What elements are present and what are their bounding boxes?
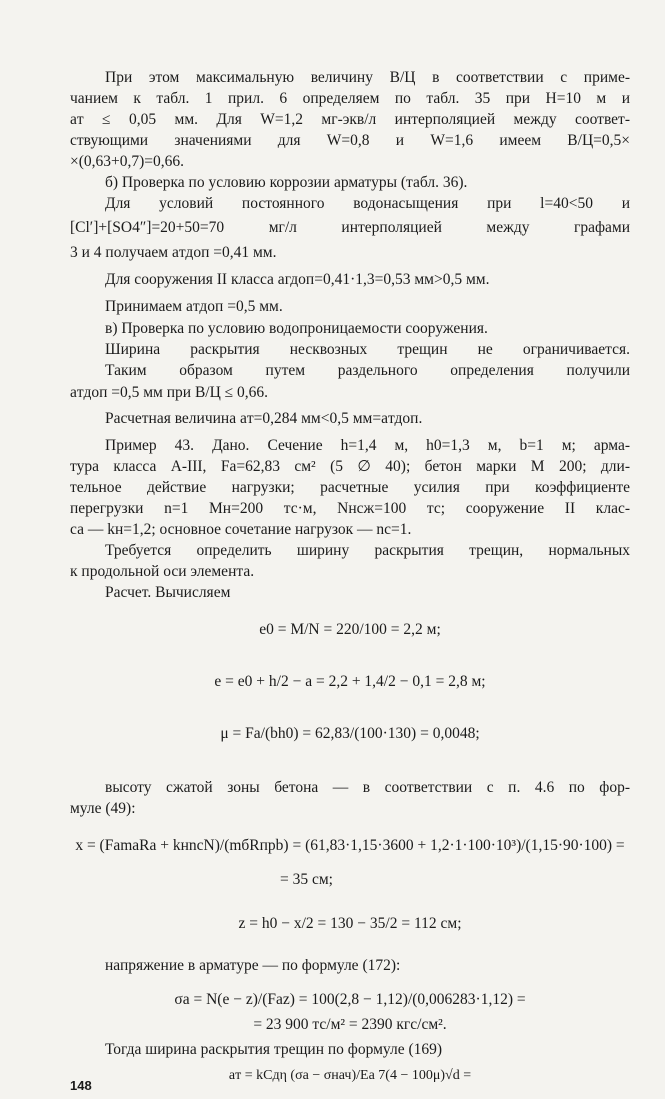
text-line: чанием к табл. 1 прил. 6 определяем по табл. 35 при Н=10 м и — [70, 90, 630, 107]
text-line: Таким образом путем раздельного определения получили — [105, 362, 630, 379]
text-line: Расчет. Вычисляем — [105, 584, 231, 601]
page-number: 148 — [70, 1078, 92, 1093]
equation: aт = kCдη (σa − σнач)/Ea 7(4 − 100μ)√d = — [228, 1068, 472, 1083]
text-line: ×(0,63+0,7)=0,66. — [70, 153, 185, 170]
text-line: [Cl′]+[SO4″]=20+50=70 мг/л интерполяцией между графами — [70, 219, 630, 236]
text-line: к продольной оси элемента. — [70, 563, 255, 580]
text-line: Для условий постоянного водонасыщения при l=40<50 и — [105, 195, 630, 212]
equation: x = (FamaRa + kнncN)/(mбRпрb) = (61,83·1,15·3600 + 1,2·1·100·10³)/(1,15·90·100) = — [75, 837, 625, 854]
equation: μ = Fa/(bh0) = 62,83/(100·130) = 0,0048; — [220, 725, 480, 742]
text-line: Для сооружения II класса aгдоп=0,41·1,3=0,53 мм>0,5 мм. — [105, 271, 490, 288]
text-line: При этом максимальную величину В/Ц в соответствии с приме- — [105, 69, 630, 86]
text-line: перегрузки n=1 Мн=200 тс·м, Nнсж=100 тс; сооружение II клас- — [70, 500, 630, 517]
equation: z = h0 − x/2 = 130 − 35/2 = 112 см; — [238, 915, 462, 932]
equation: e0 = M/N = 220/100 = 2,2 м; — [259, 621, 441, 638]
text-line: Требуется определить ширину раскрытия трещин, нормальных — [105, 542, 630, 559]
text-line: тельное действие нагрузки; расчетные усилия при коэффициенте — [70, 479, 630, 496]
equation: = 35 см; — [280, 871, 333, 888]
text-line: Тогда ширина раскрытия трещин по формуле (169) — [105, 1041, 443, 1058]
text-line: Расчетная величина aт=0,284 мм<0,5 мм=aтдоп. — [105, 410, 423, 427]
text-line: муле (49): — [70, 800, 136, 817]
text-line: Принимаем aтдоп =0,5 мм. — [105, 298, 283, 315]
equation: = 23 900 тс/м² = 2390 кгс/см². — [253, 1016, 447, 1033]
text-line: aт ≤ 0,05 мм. Для W=1,2 мг-экв/л интерполяцией между соответ- — [70, 111, 630, 128]
equation: e = e0 + h/2 − a = 2,2 + 1,4/2 − 0,1 = 2,8 м; — [214, 673, 486, 690]
text-line: напряжение в арматуре — по формуле (172): — [105, 957, 401, 974]
text-line: са — kн=1,2; основное сочетание нагрузок — nс=1. — [70, 521, 412, 538]
section-heading: б) Проверка по условию коррозии арматуры (табл. 36). — [105, 174, 468, 191]
text-line: aтдоп =0,5 мм при В/Ц ≤ 0,66. — [70, 384, 269, 401]
text-line: тура класса А-III, Fa=62,83 см² (5 ∅ 40); бетон марки М 200; дли- — [70, 458, 630, 475]
text-line: 3 и 4 получаем aтдоп =0,41 мм. — [70, 244, 277, 261]
section-heading: в) Проверка по условию водопроницаемости сооружения. — [105, 320, 488, 337]
text-line: высоту сжатой зоны бетона — в соответствии с п. 4.6 по фор- — [105, 779, 630, 796]
example-heading: Пример 43. Дано. Сечение h=1,4 м, h0=1,3 м, b=1 м; арма- — [105, 437, 630, 454]
text-line: Ширина раскрытия несквозных трещин не ограничивается. — [105, 341, 630, 358]
equation: σa = N(e − z)/(Faz) = 100(2,8 − 1,12)/(0,006283·1,12) = — [174, 991, 526, 1008]
text-line: ствующими значениями для W=0,8 и W=1,6 имеем В/Ц=0,5× — [70, 132, 630, 149]
